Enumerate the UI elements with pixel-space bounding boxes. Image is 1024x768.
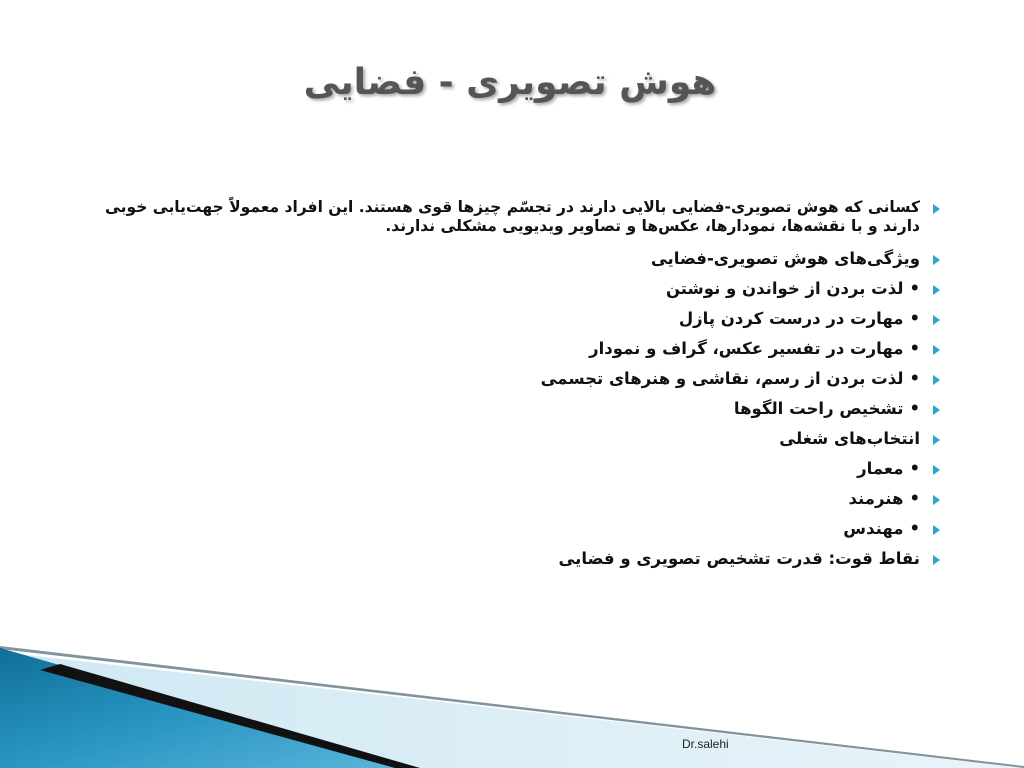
bullet-text: هنرمند (848, 489, 904, 508)
bullet-text: لذت بردن از رسم، نقاشی و هنرهای تجسمی (540, 369, 904, 388)
bullet-text: نقاط قوت: قدرت تشخیص تصویری و فضایی (558, 549, 920, 568)
sub-bullet-item (100, 338, 940, 360)
bullet-dot: • (909, 309, 920, 328)
sub-bullet-item (100, 458, 940, 480)
bullet-arrow-icon (933, 405, 940, 415)
bullet-arrow-icon (933, 204, 940, 214)
bullet-text: کسانی که هوش تصویری-فضایی بالایی دارند در تجسّم چیزها قوی هستند. این افراد معمولاً جهت‌یابی خوبی دارند و با نقشه‌ها، نمودارها، عکس‌ها و تصاویر ویدیویی مشکلی ندارند. (104, 198, 920, 235)
bullet-item (100, 248, 940, 270)
bullet-arrow-icon (933, 345, 940, 355)
bullet-text: لذت بردن از خواندن و نوشتن (665, 279, 904, 298)
sub-bullet-item (100, 278, 940, 300)
bullet-dot: • (909, 399, 920, 418)
bullet-arrow-icon (933, 255, 940, 265)
bullet-text: مهارت در درست کردن پازل (678, 309, 904, 328)
bullet-dot: • (909, 279, 920, 298)
sub-bullet-item (100, 518, 940, 540)
bottom-decoration (0, 640, 1024, 768)
bullet-list (100, 198, 940, 578)
bullet-arrow-icon (933, 285, 940, 295)
bullet-item (100, 198, 940, 236)
slide-title: هوش تصویری - فضایی (303, 62, 717, 103)
bullet-dot: • (909, 339, 920, 358)
sub-bullet-item (100, 368, 940, 390)
footer-author: Dr.salehi (682, 737, 729, 751)
bullet-arrow-icon (933, 375, 940, 385)
bullet-dot: • (909, 489, 920, 508)
bullet-item (100, 428, 940, 450)
bullet-arrow-icon (933, 315, 940, 325)
bullet-arrow-icon (933, 495, 940, 505)
bullet-dot: • (909, 459, 920, 478)
bullet-text: معمار (857, 459, 904, 478)
bullet-arrow-icon (933, 555, 940, 565)
sub-bullet-item (100, 398, 940, 420)
bullet-text: تشخیص راحت الگوها (733, 399, 904, 418)
sub-bullet-item (100, 308, 940, 330)
bullet-arrow-icon (933, 465, 940, 475)
bullet-dot: • (909, 369, 920, 388)
bullet-arrow-icon (933, 525, 940, 535)
bullet-arrow-icon (933, 435, 940, 445)
sub-bullet-item (100, 488, 940, 510)
bullet-dot: • (909, 519, 920, 538)
bullet-item (100, 548, 940, 570)
bullet-text: مهندس (843, 519, 904, 538)
bullet-text: مهارت در تفسیر عکس، گراف و نمودار (589, 339, 904, 358)
bullet-text: ویژگی‌های هوش تصویری-فضایی (650, 249, 920, 268)
bullet-text: انتخاب‌های شغلی (779, 429, 920, 448)
